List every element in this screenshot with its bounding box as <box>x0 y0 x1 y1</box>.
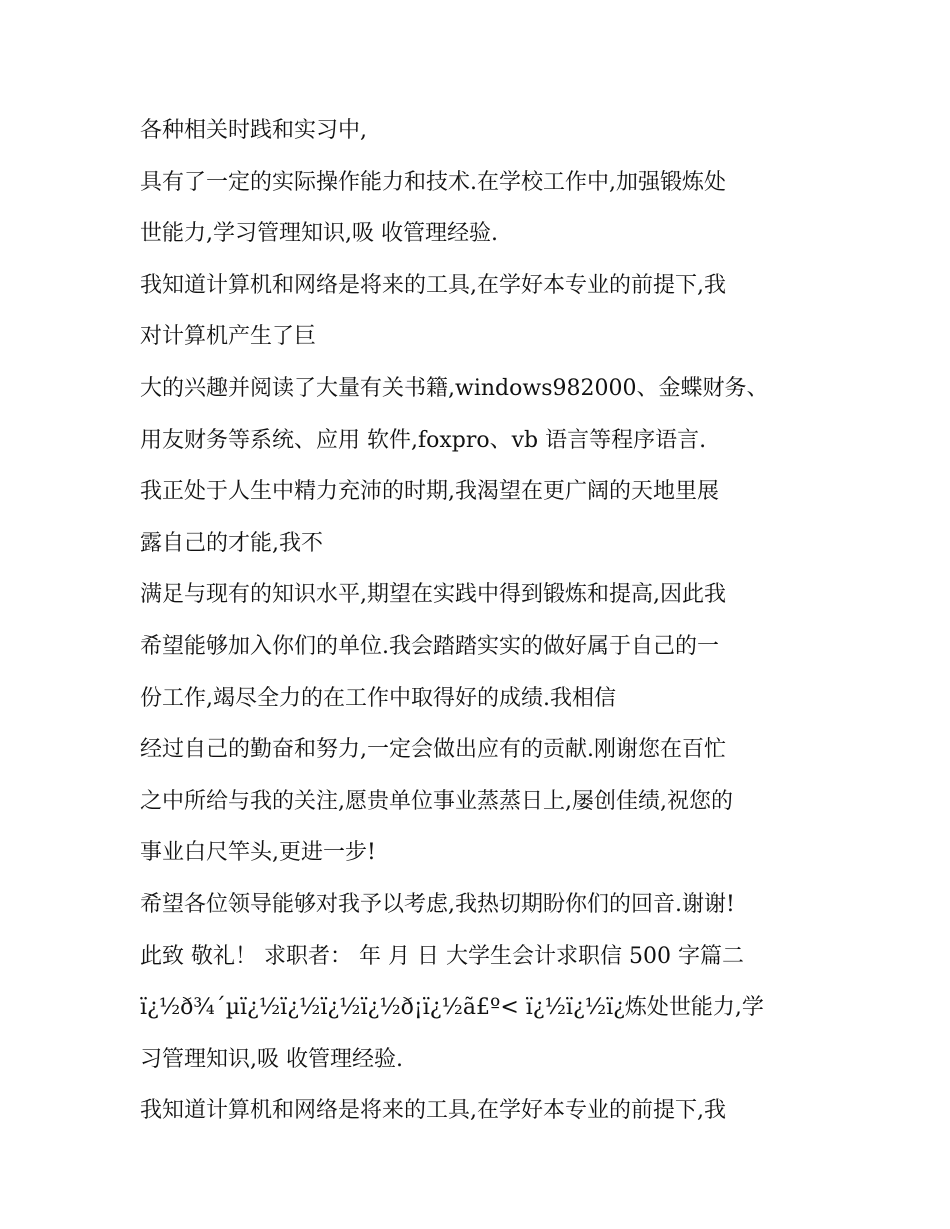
text-line: 对计算机产生了巨 <box>140 324 317 350</box>
text-line: 世能力,学习管理知识,吸 收管理经验. <box>140 221 498 247</box>
text-line: 希望各位领导能够对我予以考虑,我热切期盼你们的回音.谢谢! <box>140 891 735 917</box>
text-line: 习管理知识,吸 收管理经验. <box>140 1046 403 1072</box>
text-line: 满足与现有的知识水平,期望在实践中得到锻炼和提高,因此我 <box>140 582 726 608</box>
text-line: 大的兴趣并阅读了大量有关书籍,windows982000、金蝶财务、 <box>140 375 769 401</box>
body-text <box>140 105 830 1137</box>
text-line: 经过自己的勤奋和努力,一定会做出应有的贡献.刚谢您在百忙 <box>140 737 726 763</box>
text-line: 希望能够加入你们的单位.我会踏踏实实的做好属于自己的一 <box>140 633 719 659</box>
text-line: 事业白尺竿头,更进一步! <box>140 840 376 866</box>
text-line: 之中所给与我的关注,愿贵单位事业蒸蒸日上,屡创佳绩,祝您的 <box>140 788 733 814</box>
text-line: 用友财务等系统、应用 软件,foxpro、vb 语言等程序语言. <box>140 427 707 453</box>
text-line: 此致 敬礼！ 求职者： 年 月 日 大学生会计求职信 500 字篇二 <box>140 943 744 969</box>
text-line: ï¿½ð¾´µï¿½ï¿½ï¿½ï¿½ð¡ï¿½ã£º< ï¿½ï¿½ï¿炼处世能力,学 <box>140 995 764 1021</box>
text-line: 具有了一定的实际操作能力和技术.在学校工作中,加强锻炼处 <box>140 169 726 195</box>
text-line: 我知道计算机和网络是将来的工具,在学好本专业的前提下,我 <box>140 272 726 298</box>
text-line: 我知道计算机和网络是将来的工具,在学好本专业的前提下,我 <box>140 1098 726 1124</box>
text-line: 露自己的才能,我不 <box>140 530 323 556</box>
text-line: 份工作,竭尽全力的在工作中取得好的成绩.我相信 <box>140 685 616 711</box>
text-line: 我正处于人生中精力充沛的时期,我渴望在更广阔的天地里展 <box>140 479 719 505</box>
text-line: 各种相关时践和实习中, <box>140 118 367 143</box>
